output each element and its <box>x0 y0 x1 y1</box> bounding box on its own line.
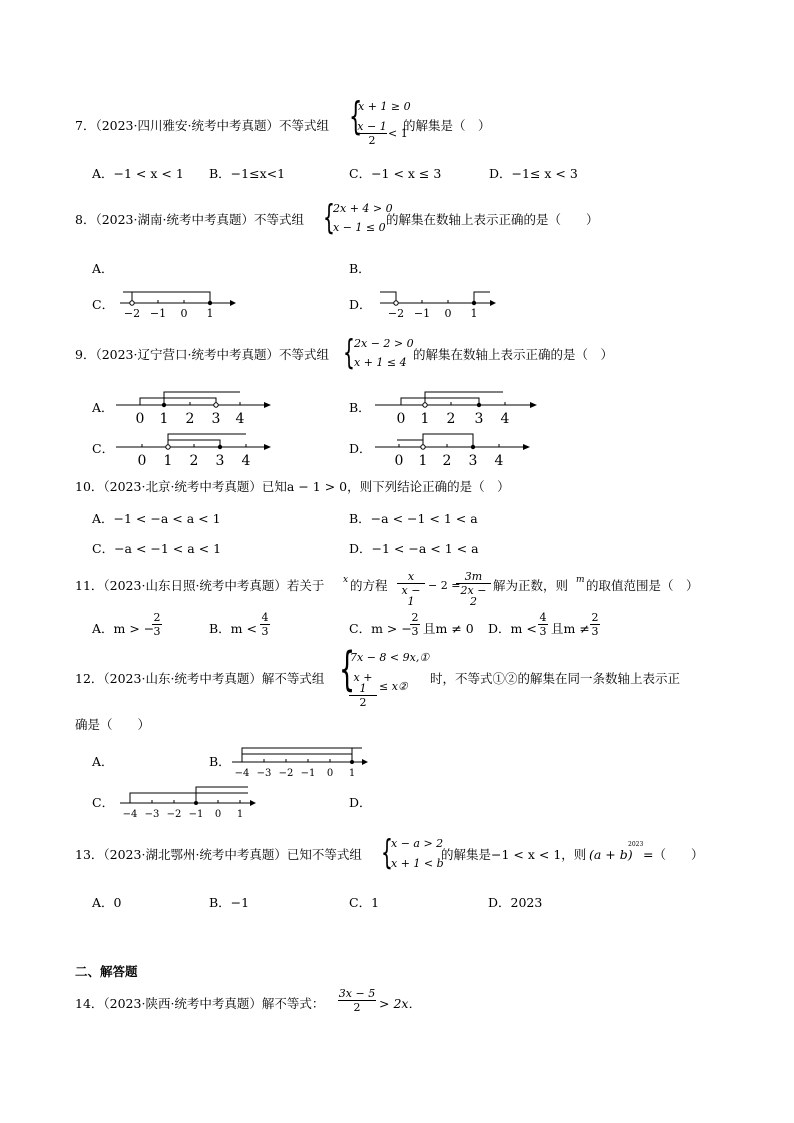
q9c-tick-label: 2 <box>189 453 199 469</box>
q9d-left-ray <box>397 440 423 446</box>
q9b-tick-label: 3 <box>474 411 484 427</box>
q8d-tick-label: 0 <box>444 307 452 320</box>
q12b-ray-2 <box>242 754 352 762</box>
q8c-left-ray <box>123 292 132 301</box>
q8-brace: { <box>323 198 335 238</box>
q8c-closed-point <box>208 301 212 305</box>
q7-brace: { <box>349 94 363 138</box>
q11-optB-text: B．m < <box>209 621 257 636</box>
q8c-tick-label: 0 <box>180 307 188 320</box>
q8d-open-point <box>394 301 398 305</box>
q9d-tick-label: 0 <box>394 453 404 469</box>
q12b-tick-label: −2 <box>278 768 294 779</box>
q11-minus-two: − 2 = <box>428 579 461 592</box>
q7-option-a: A．−1 < x < 1 <box>92 166 184 181</box>
q12-option-a-label: A． <box>92 754 114 769</box>
q12b-tick-label: 0 <box>326 768 334 779</box>
q7-sys2-frac: x − 1 2 <box>357 120 387 147</box>
q8c-tick-label: 1 <box>206 307 214 320</box>
q9d-tick-label: 1 <box>418 453 428 469</box>
q9b-tick-label: 0 <box>396 411 406 427</box>
q13-sys1: x − a > 2 <box>391 837 444 850</box>
q12b-arrow <box>362 759 368 765</box>
q9-option-c-label: C． <box>92 441 115 456</box>
q8-option-c-label: C． <box>92 297 115 312</box>
q10-option-b: B．−a < −1 < 1 < a <box>349 511 478 526</box>
q11-fraction-1: x x − 1 <box>397 571 425 607</box>
q12-option-d-label: D． <box>349 795 372 810</box>
q12b-ray-1 <box>242 748 362 762</box>
q12-stem: 12．（2023·山东·统考中考真题）解不等式组 <box>75 671 325 686</box>
q8d-arrow <box>490 300 496 306</box>
q11-optA-frac: 2 3 <box>153 611 161 638</box>
q9a-tick-label: 2 <box>185 411 195 427</box>
q9d-upper-bracket <box>423 434 473 446</box>
q8-sys2: x − 1 ≤ 0 <box>333 221 386 234</box>
q11-optB-frac: 4 3 <box>261 611 269 638</box>
q12b-ray-3 <box>352 748 360 754</box>
q12-sys2-rest: ≤ x② <box>379 680 408 693</box>
q11-optC-frac: 2 3 <box>411 611 419 638</box>
q11-stem-end: 的取值范围是（ ） <box>586 578 699 593</box>
q7-tail: 的解集是（ ） <box>403 118 491 133</box>
q9c-tick-label: 4 <box>241 453 251 469</box>
q10-option-d: D．−1 < −a < 1 < a <box>349 541 479 556</box>
q8d-tick-label: −1 <box>413 307 431 320</box>
q12c-tick-label: −1 <box>188 809 204 820</box>
q12-option-b-label: B． <box>209 754 231 769</box>
q9a-tick-label: 3 <box>211 411 221 427</box>
q9b-tick-label: 2 <box>446 411 456 427</box>
q7-option-c: C．−1 < x ≤ 3 <box>349 166 442 181</box>
q12c-tick-label: −2 <box>166 809 182 820</box>
q11-stem-post: 解为正数，则 <box>493 578 569 593</box>
q7-sys1: x + 1 ≥ 0 <box>358 100 411 113</box>
q9-tail: 的解集在数轴上表示正确的是（ ） <box>413 347 614 362</box>
q9a-tick-label: 1 <box>159 411 169 427</box>
q12-brace: { <box>339 642 356 696</box>
q13-exponent: 2023 <box>628 841 644 848</box>
q10-option-a: A．−1 < −a < a < 1 <box>92 511 221 526</box>
q10-stem: 10．（2023·北京·统考中考真题）已知a − 1 > 0，则下列结论正确的是（ ） <box>75 479 510 494</box>
q12b-tick-label: −4 <box>234 768 250 779</box>
q12c-tick-label: −3 <box>144 809 160 820</box>
q12b-tick-label: 1 <box>348 768 356 779</box>
q11-stem-mid: 的方程 <box>350 578 388 593</box>
q11-stem-pre: 11．（2023·山东日照·统考中考真题）若关于 <box>75 578 325 593</box>
q11-optC-text: C．m > − <box>349 621 412 636</box>
q13-option-a: A．0 <box>92 895 122 910</box>
q9-stem: 9．（2023·辽宁营口·统考中考真题）不等式组 <box>75 347 329 362</box>
q12-option-c-number-line <box>120 785 260 820</box>
q12c-arrow <box>250 800 256 806</box>
q8c-open-point <box>130 301 134 305</box>
q8d-right-ray <box>474 292 490 301</box>
q9a-tick-label: 0 <box>135 411 145 427</box>
q13-option-c: C．1 <box>349 895 380 910</box>
q12-option-b-number-line <box>232 744 372 779</box>
q12c-tick-label: −4 <box>122 809 138 820</box>
q8-stem: 8．（2023·湖南·统考中考真题）不等式组 <box>75 212 304 227</box>
q12c-tick-label: 0 <box>214 809 222 820</box>
q9-option-d-label: D． <box>349 441 372 456</box>
q9a-lower-bracket <box>140 398 216 404</box>
q13-mid: 的解集是−1 < x < 1，则 <box>441 847 587 862</box>
q9c-tick-label: 1 <box>163 453 173 469</box>
q8d-left-ray <box>380 292 396 301</box>
q9d-arrow <box>523 444 530 450</box>
q9d-tick-label: 3 <box>468 453 478 469</box>
q9d-tick-label: 4 <box>494 453 504 469</box>
q13-option-d: D．2023 <box>488 895 543 910</box>
q9-option-a-label: A． <box>92 400 114 415</box>
q8d-closed-point <box>472 301 476 305</box>
q9-option-b-number-line <box>375 388 540 428</box>
q11-optA-text: A．m > − <box>92 621 155 636</box>
q9b-tick-label: 1 <box>420 411 430 427</box>
q8-option-a-label: A． <box>92 261 114 276</box>
section-heading: 二、解答题 <box>75 964 138 979</box>
q13-stem: 13．（2023·湖北鄂州·统考中考真题）已知不等式组 <box>75 847 362 862</box>
q13-expr: (a + b) <box>589 847 633 862</box>
q8-sys1: 2x + 4 > 0 <box>333 202 393 215</box>
q8c-tick-label: −2 <box>123 307 141 320</box>
q11-optD-frac2: 2 3 <box>591 611 599 638</box>
q14-stem: 14．（2023·陕西·统考中考真题）解不等式： <box>75 996 325 1011</box>
q12-sys1: 7x − 8 < 9x,① <box>350 651 430 664</box>
q12-option-c-label: C． <box>92 795 115 810</box>
q13-brace: { <box>381 833 393 873</box>
q8d-tick-label: 1 <box>470 307 478 320</box>
q9a-tick-label: 4 <box>235 411 245 427</box>
q9-option-d-number-line <box>375 430 535 470</box>
q12-stem-line2: 确是（ ） <box>75 717 151 732</box>
q7-option-b: B．−1≤x<1 <box>209 166 286 181</box>
q8-option-b-label: B． <box>349 261 371 276</box>
q9-option-c-number-line <box>116 430 276 470</box>
q12b-tick-label: −1 <box>300 768 316 779</box>
q7-sys2-rest: < 1 <box>388 127 408 140</box>
q9-sys1: 2x − 2 > 0 <box>354 337 414 350</box>
q11-var-x: x <box>343 575 349 585</box>
q10-option-c: C．−a < −1 < a < 1 <box>92 541 222 556</box>
q9b-tick-label: 4 <box>500 411 510 427</box>
q8c-tick-label: −1 <box>149 307 167 320</box>
q7-stem: 7．（2023·四川雅安·统考中考真题）不等式组 <box>75 118 329 133</box>
q8-option-d-label: D． <box>349 297 372 312</box>
q11-optD-cond: 且m ≠ <box>551 621 590 636</box>
q9d-tick-label: 2 <box>442 453 452 469</box>
q9c-tick-label: 3 <box>215 453 225 469</box>
q9c-arrow <box>264 444 271 450</box>
q11-optD-text: D．m < <box>488 621 537 636</box>
q13-option-b: B．−1 <box>209 895 250 910</box>
q9-option-b-label: B． <box>349 400 371 415</box>
q14-fraction: 3x − 5 2 <box>338 987 376 1014</box>
q12b-tick-label: −3 <box>256 768 272 779</box>
q9b-lower-bracket <box>401 398 479 404</box>
q11-var-m: m <box>576 575 585 585</box>
q13-sys2: x + 1 < b <box>391 857 444 870</box>
q14-rest: > 2x． <box>379 996 421 1011</box>
q12-sys2-frac: x + 1 2 <box>349 672 377 708</box>
q9a-arrow <box>264 402 271 408</box>
q9b-arrow <box>530 402 537 408</box>
q8-option-d-number-line <box>378 285 498 320</box>
q8c-arrow <box>230 300 236 306</box>
q8-option-c-number-line <box>118 285 238 320</box>
q8d-tick-label: −2 <box>387 307 405 320</box>
q13-tail: =（ ） <box>643 847 704 862</box>
q9-sys2: x + 1 ≤ 4 <box>354 356 407 369</box>
q12c-ray-1 <box>130 793 248 803</box>
q9-brace: { <box>343 333 355 373</box>
q12-tail: 时，不等式①②的解集在同一条数轴上表示正 <box>430 671 681 686</box>
q8c-right-ray <box>132 292 210 303</box>
q8-tail: 的解集在数轴上表示正确的是（ ） <box>386 212 599 227</box>
q9-option-a-number-line <box>116 388 276 428</box>
q12c-tick-label: 1 <box>236 809 244 820</box>
q7-option-d: D．−1≤ x < 3 <box>489 166 578 181</box>
q11-optD-frac: 4 3 <box>539 611 547 638</box>
q11-fraction-2: 3m 2x − 2 <box>456 571 491 607</box>
q11-optC-cond: 且m ≠ 0 <box>423 621 474 636</box>
q9c-tick-label: 0 <box>137 453 147 469</box>
